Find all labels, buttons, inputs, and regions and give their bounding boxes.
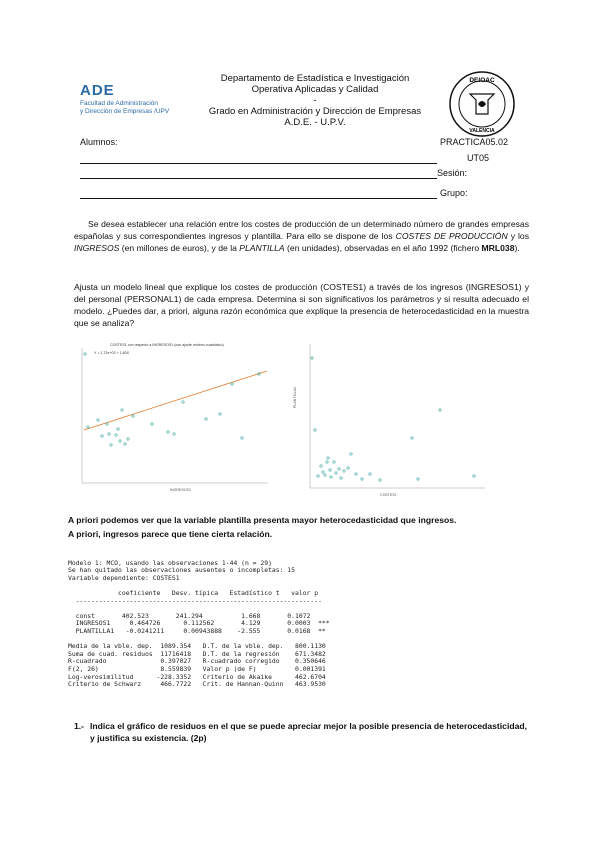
seal-inner-icon	[478, 101, 486, 107]
output-columns: coeficiente Desv. típica Estadístico t valor p	[68, 588, 319, 597]
header-line-1: Departamento de Estadística e Investigación	[220, 73, 410, 84]
point	[439, 409, 441, 411]
point	[411, 437, 413, 439]
finding-2: A priori, ingresos parece que tiene cierta relación.	[68, 529, 273, 539]
alumnos-line-1[interactable]	[80, 163, 437, 164]
data-file-name: MRL038	[481, 243, 515, 253]
point	[117, 428, 119, 430]
point	[84, 353, 86, 355]
point	[417, 478, 419, 480]
point	[338, 468, 340, 470]
point	[322, 471, 324, 473]
output-header-1: Modelo 1: MCO, usando las observaciones 1-44 (n = 29)	[68, 558, 272, 567]
intro-paragraph-1	[74, 218, 529, 254]
point	[320, 465, 322, 467]
output-separator: ----------------------------------------------------------------	[68, 596, 322, 605]
point	[124, 443, 126, 445]
header-line-2: Operativa Aplicadas y Calidad	[251, 84, 379, 95]
point	[241, 437, 243, 439]
point	[97, 419, 99, 421]
point	[473, 475, 475, 477]
point	[173, 433, 175, 435]
intro-paragraph-2: Ajusta un modelo lineal que explique los costes de producción (COSTES1) a través de los ingresos (INGRESOS1) y del personal (PERSONAL1) de cada empresa. Determina si son significativos los parámetros y si resulta adecuado el modelo. ¿Puedes dar, a priori, alguna razón económica que explique la presencia de heterocedasticidad en la muestra que se analiza?	[74, 282, 529, 328]
costes-term: COSTES DE PRODUCCIÓN	[395, 231, 508, 241]
point	[127, 438, 129, 440]
row-const: const 402.523 241.294 1.668 0.1072	[68, 611, 311, 620]
sesion-label: Sesión:	[437, 168, 468, 178]
point	[327, 457, 329, 459]
faculty-line-2: y Dirección de Empresas /UPV	[80, 108, 170, 115]
costes-ingresos-scatter	[70, 340, 275, 498]
left-plot-title: COSTES1 con respecto a INGRESOS1 (con ajuste mínimo-cuadrático)	[110, 343, 224, 347]
question-1	[70, 720, 532, 744]
ingresos-term: INGRESOS	[74, 243, 120, 253]
left-plot-equation: Y = 1,72e+03 + 1,60X	[94, 351, 130, 355]
stat-row-2: Suma de cuad. residuos 11716418 D.T. de la regresión 671.3482	[68, 649, 326, 658]
row-ingresos1: INGRESOS1 0.464726 0.112562 4.129 0.0003 ***	[68, 619, 330, 628]
practice-code: PRACTICA05.02	[440, 137, 509, 147]
point	[231, 383, 233, 385]
row-plantilla1: PLANTILLA1 -0.0241211 0.00943888 -2.555 0.0168 **	[68, 626, 326, 635]
point	[326, 461, 328, 463]
left-plot-points	[84, 353, 260, 446]
header-line-5: A.D.E. - U.P.V.	[284, 117, 346, 128]
point	[350, 453, 352, 455]
point	[333, 461, 335, 463]
point	[330, 476, 332, 478]
question-number: 1.-	[74, 721, 85, 731]
point	[108, 433, 110, 435]
faculty-line-1: Facultad de Administración	[80, 100, 159, 107]
right-plot-xlabel: COSTES1	[380, 493, 397, 497]
grupo-label: Grupo:	[440, 188, 468, 198]
point	[87, 426, 89, 428]
seal-text-bottom: VALENCIA	[469, 128, 495, 134]
intro-text-d: (en unidades), observadas en el año 1992 (fichero	[284, 243, 482, 253]
point	[317, 475, 319, 477]
seal-text-top: DEIOAC	[469, 77, 495, 84]
stat-row-1: Media de la vble. dep. 1089.354 D.T. de la vble. dep. 800.1130	[68, 642, 326, 651]
point	[110, 444, 112, 446]
question-text: Indica el gráfico de residuos en el que se puede apreciar mejor la posible presencia de heterocedasticidad, y justifica su existencia. (2p)	[90, 721, 528, 743]
point	[106, 423, 108, 425]
intro-text-e: ).	[514, 243, 520, 253]
right-plot-ylabel: PLANTILLA1	[293, 387, 297, 408]
header-line-4: Grado en Administración y Dirección de Empresas	[208, 106, 422, 117]
plantilla-costes-scatter	[290, 338, 490, 498]
intro-text-b: y los	[507, 231, 529, 241]
point	[167, 431, 169, 433]
practice-unit: UT05	[467, 153, 490, 163]
deioac-seal	[448, 70, 516, 138]
fitted-regression-line	[84, 371, 267, 430]
point	[115, 434, 117, 436]
left-plot-xlabel: INGRESOS1	[170, 488, 191, 492]
point	[314, 429, 316, 431]
point	[182, 401, 184, 403]
alumnos-label: Alumnos:	[80, 137, 118, 147]
header-line-3: -	[313, 95, 317, 106]
point	[329, 469, 331, 471]
point	[340, 477, 342, 479]
department-header	[150, 73, 480, 128]
point	[121, 409, 123, 411]
point	[132, 415, 134, 417]
point	[311, 357, 313, 359]
plantilla-term: PLANTILLA	[239, 243, 285, 253]
output-header-3: Variable dependiente: COSTES1	[68, 573, 180, 582]
stat-row-5: Log-verosimilitud -228.3352 Criterio de Akaike 462.6704	[68, 672, 326, 681]
point	[369, 473, 371, 475]
alumnos-line-2[interactable]	[80, 178, 437, 179]
stat-row-4: F(2, 26) 8.559839 Valor p (de F) 0.001391	[68, 664, 326, 673]
point	[347, 467, 349, 469]
point	[151, 423, 153, 425]
point	[205, 418, 207, 420]
stat-row-6: Criterio de Schwarz 466.7722 Crit. de Hannan-Quinn 463.9530	[68, 680, 326, 689]
finding-1: A priori podemos ver que la variable plantilla presenta mayor heterocedasticidad que ingresos.	[68, 515, 457, 525]
point	[324, 474, 326, 476]
point	[343, 470, 345, 472]
alumnos-line-3[interactable]	[80, 198, 437, 199]
ade-logo: ADE	[80, 82, 115, 99]
regression-output	[68, 552, 330, 696]
point	[379, 479, 381, 481]
right-plot-points	[311, 357, 475, 481]
intro-text-c: (en millones de euros), y de la	[119, 243, 240, 253]
point	[335, 472, 337, 474]
point	[219, 413, 221, 415]
stat-row-3: R-cuadrado 0.397027 R-cuadrado corregido 0.350646	[68, 657, 326, 666]
output-header-2: Se han quitado las observaciones ausentes o incompletas: 15	[68, 566, 296, 575]
point	[101, 435, 103, 437]
point	[355, 473, 357, 475]
intro-text-a: Se desea establecer una relación entre los costes de producción de un determinado número de grandes empresas españolas y sus correspondientes ingresos y plantilla. Para ello se dispone de los	[74, 219, 529, 241]
point	[361, 478, 363, 480]
point	[119, 440, 121, 442]
